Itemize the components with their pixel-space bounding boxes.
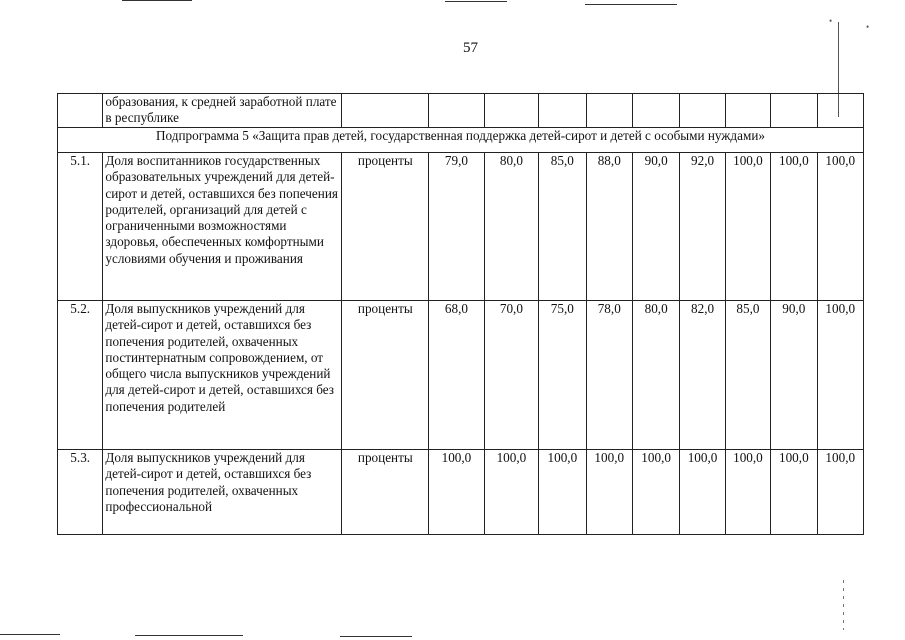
table-row xyxy=(58,450,864,535)
indicators-table xyxy=(57,93,864,535)
cell-value xyxy=(586,94,632,128)
cell-value: 82,0 xyxy=(680,301,725,450)
scan-rule-top-3 xyxy=(585,4,677,5)
scan-rule-bottom-3 xyxy=(340,636,412,637)
cell-value: 80,0 xyxy=(484,153,538,301)
cell-unit: проценты xyxy=(342,301,429,450)
cell-num: 5.2. xyxy=(58,301,103,450)
cell-name: Доля выпускников учреждений для детей-сирот и детей, оставшихся без попечения родителей, охваченных профессиональной xyxy=(103,450,342,535)
table-row xyxy=(58,153,864,301)
cell-value: 79,0 xyxy=(429,153,484,301)
scan-rule-bottom-1 xyxy=(0,634,60,635)
cell-value: 100,0 xyxy=(725,153,770,301)
cell-num xyxy=(58,94,103,128)
cell-name: Доля выпускников учреждений для детей-сирот и детей, оставшихся без попечения родителей, охваченных постинтернатным сопровождением, от общего числа выпускников учреждений для детей-сирот и детей, оставшихся без попечения родителей xyxy=(103,301,342,450)
cell-value: 100,0 xyxy=(429,450,484,535)
page-number: 57 xyxy=(463,40,478,56)
cell-value: 100,0 xyxy=(725,450,770,535)
cell-value xyxy=(680,94,725,128)
cell-value: 85,0 xyxy=(725,301,770,450)
subprogram-title: Подпрограмма 5 «Защита прав детей, государственная поддержка детей-сирот и детей с особыми нуждами» xyxy=(58,128,864,153)
cell-num: 5.3. xyxy=(58,450,103,535)
scan-speck: • xyxy=(829,16,833,26)
scan-margin-dashes xyxy=(843,580,844,630)
cell-value: 80,0 xyxy=(632,301,679,450)
cell-num: 5.1. xyxy=(58,153,103,301)
table-row-continuation xyxy=(58,94,864,128)
table-row-subprogram xyxy=(58,128,864,153)
cell-value xyxy=(817,94,863,128)
cell-value: 90,0 xyxy=(771,301,817,450)
cell-value: 68,0 xyxy=(429,301,484,450)
cell-value: 100,0 xyxy=(632,450,679,535)
scan-rule-bottom-2 xyxy=(135,635,243,636)
cell-value xyxy=(632,94,679,128)
cell-value: 100,0 xyxy=(586,450,632,535)
cell-value: 78,0 xyxy=(586,301,632,450)
cell-name: образования, к средней заработной плате в республике xyxy=(103,94,342,128)
cell-name: Доля воспитанников государственных образовательных учреждений для детей-сирот и детей, оставшихся без попечения родителей, организаций для детей с ограниченными возможностями здоровья, обеспеченных комфортными условиями обучения и проживания xyxy=(103,153,342,301)
scan-rule-top-2 xyxy=(445,1,507,2)
cell-value: 100,0 xyxy=(539,450,586,535)
cell-value: 90,0 xyxy=(632,153,679,301)
cell-value: 88,0 xyxy=(586,153,632,301)
cell-value: 100,0 xyxy=(817,450,863,535)
cell-value: 100,0 xyxy=(817,301,863,450)
cell-value: 70,0 xyxy=(484,301,538,450)
cell-unit xyxy=(342,94,429,128)
cell-value xyxy=(771,94,817,128)
cell-unit: проценты xyxy=(342,450,429,535)
scan-speck: • xyxy=(866,22,870,32)
cell-value: 85,0 xyxy=(539,153,586,301)
cell-unit: проценты xyxy=(342,153,429,301)
cell-value: 92,0 xyxy=(680,153,725,301)
cell-value xyxy=(539,94,586,128)
cell-value xyxy=(429,94,484,128)
cell-value: 100,0 xyxy=(771,450,817,535)
cell-value xyxy=(484,94,538,128)
cell-value: 100,0 xyxy=(680,450,725,535)
cell-value xyxy=(725,94,770,128)
table-row xyxy=(58,301,864,450)
cell-value: 75,0 xyxy=(539,301,586,450)
scan-rule-top-1 xyxy=(122,0,192,1)
cell-value: 100,0 xyxy=(484,450,538,535)
cell-value: 100,0 xyxy=(771,153,817,301)
cell-value: 100,0 xyxy=(817,153,863,301)
